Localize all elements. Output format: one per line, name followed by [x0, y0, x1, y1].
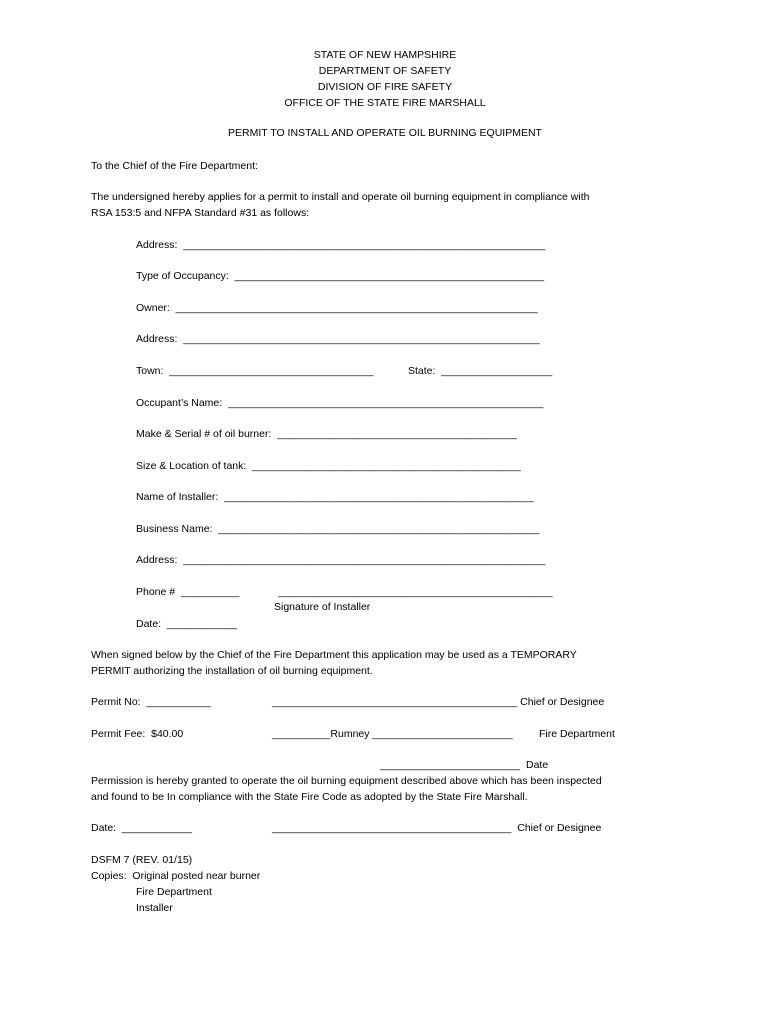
copies-line-3: Installer	[136, 902, 173, 914]
installer-name-field[interactable]: Name of Installer: _____________________________________________________	[136, 491, 534, 503]
header-state: STATE OF NEW HAMPSHIRE	[313, 49, 457, 61]
header-department: DEPARTMENT OF SAFETY	[318, 65, 452, 77]
permission-line-2: and found to be In compliance with the State Fire Code as adopted by the State Fire Marshall.	[91, 791, 528, 803]
permission-line-1: Permission is hereby granted to operate the oil burning equipment described above which has been inspected	[91, 775, 602, 787]
address-field[interactable]: Address: ______________________________________________________________	[136, 239, 546, 251]
phone-field[interactable]: Phone # __________	[136, 586, 240, 598]
copies-line-2: Fire Department	[136, 886, 212, 898]
fire-department-line[interactable]: __________Rumney ________________________	[272, 728, 513, 740]
header-division: DIVISION OF FIRE SAFETY	[317, 81, 453, 93]
installer-signature-label: Signature of Installer	[274, 601, 371, 613]
final-chief-signature-line[interactable]: _________________________________________ Chief or Designee	[272, 822, 602, 834]
form-title: PERMIT TO INSTALL AND OPERATE OIL BURNING EQUIPMENT	[228, 127, 542, 139]
form-revision-id: DSFM 7 (REV. 01/15)	[91, 854, 193, 866]
tank-size-location-field[interactable]: Size & Location of tank: ______________________________________________	[136, 460, 521, 472]
burner-make-serial-field[interactable]: Make & Serial # of oil burner: _________________________________________	[136, 428, 517, 440]
permit-number-field[interactable]: Permit No: ___________	[91, 696, 211, 708]
intro-line-2: RSA 153:5 and NFPA Standard #31 as follows:	[91, 207, 310, 219]
occupancy-type-field[interactable]: Type of Occupancy: _____________________________________________________	[136, 270, 545, 282]
installer-signature-line[interactable]: _______________________________________________	[278, 586, 553, 598]
chief-signature-line[interactable]: __________________________________________ Chief or Designee	[272, 696, 605, 708]
business-address-field[interactable]: Address: ______________________________________________________________	[136, 554, 546, 566]
temporary-notice-line-1: When signed below by the Chief of the Fire Department this application may be used as a TEMPORARY	[91, 649, 577, 661]
owner-field[interactable]: Owner: ______________________________________________________________	[136, 302, 538, 314]
business-name-field[interactable]: Business Name: _______________________________________________________	[136, 523, 540, 535]
temporary-notice-line-2: PERMIT authorizing the installation of oil burning equipment.	[91, 665, 373, 677]
permit-date-line[interactable]: ________________________ Date	[380, 759, 549, 771]
header-office: OFFICE OF THE STATE FIRE MARSHALL	[284, 97, 486, 109]
permit-fee: Permit Fee: $40.00	[91, 728, 184, 740]
installer-date-field[interactable]: Date: ____________	[136, 618, 238, 630]
intro-line-1: The undersigned hereby applies for a permit to install and operate oil burning equipment in compliance with	[91, 191, 590, 203]
final-date-field[interactable]: Date: ____________	[91, 822, 193, 834]
fire-department-label: Fire Department	[539, 728, 615, 740]
occupant-name-field[interactable]: Occupant’s Name: ______________________________________________________	[136, 397, 544, 409]
owner-address-field[interactable]: Address: _____________________________________________________________	[136, 333, 540, 345]
state-field[interactable]: State: ___________________	[408, 365, 553, 377]
salutation: To the Chief of the Fire Department:	[91, 160, 258, 172]
copies-line-1: Copies: Original posted near burner	[91, 870, 261, 882]
town-field[interactable]: Town: ___________________________________	[136, 365, 374, 377]
